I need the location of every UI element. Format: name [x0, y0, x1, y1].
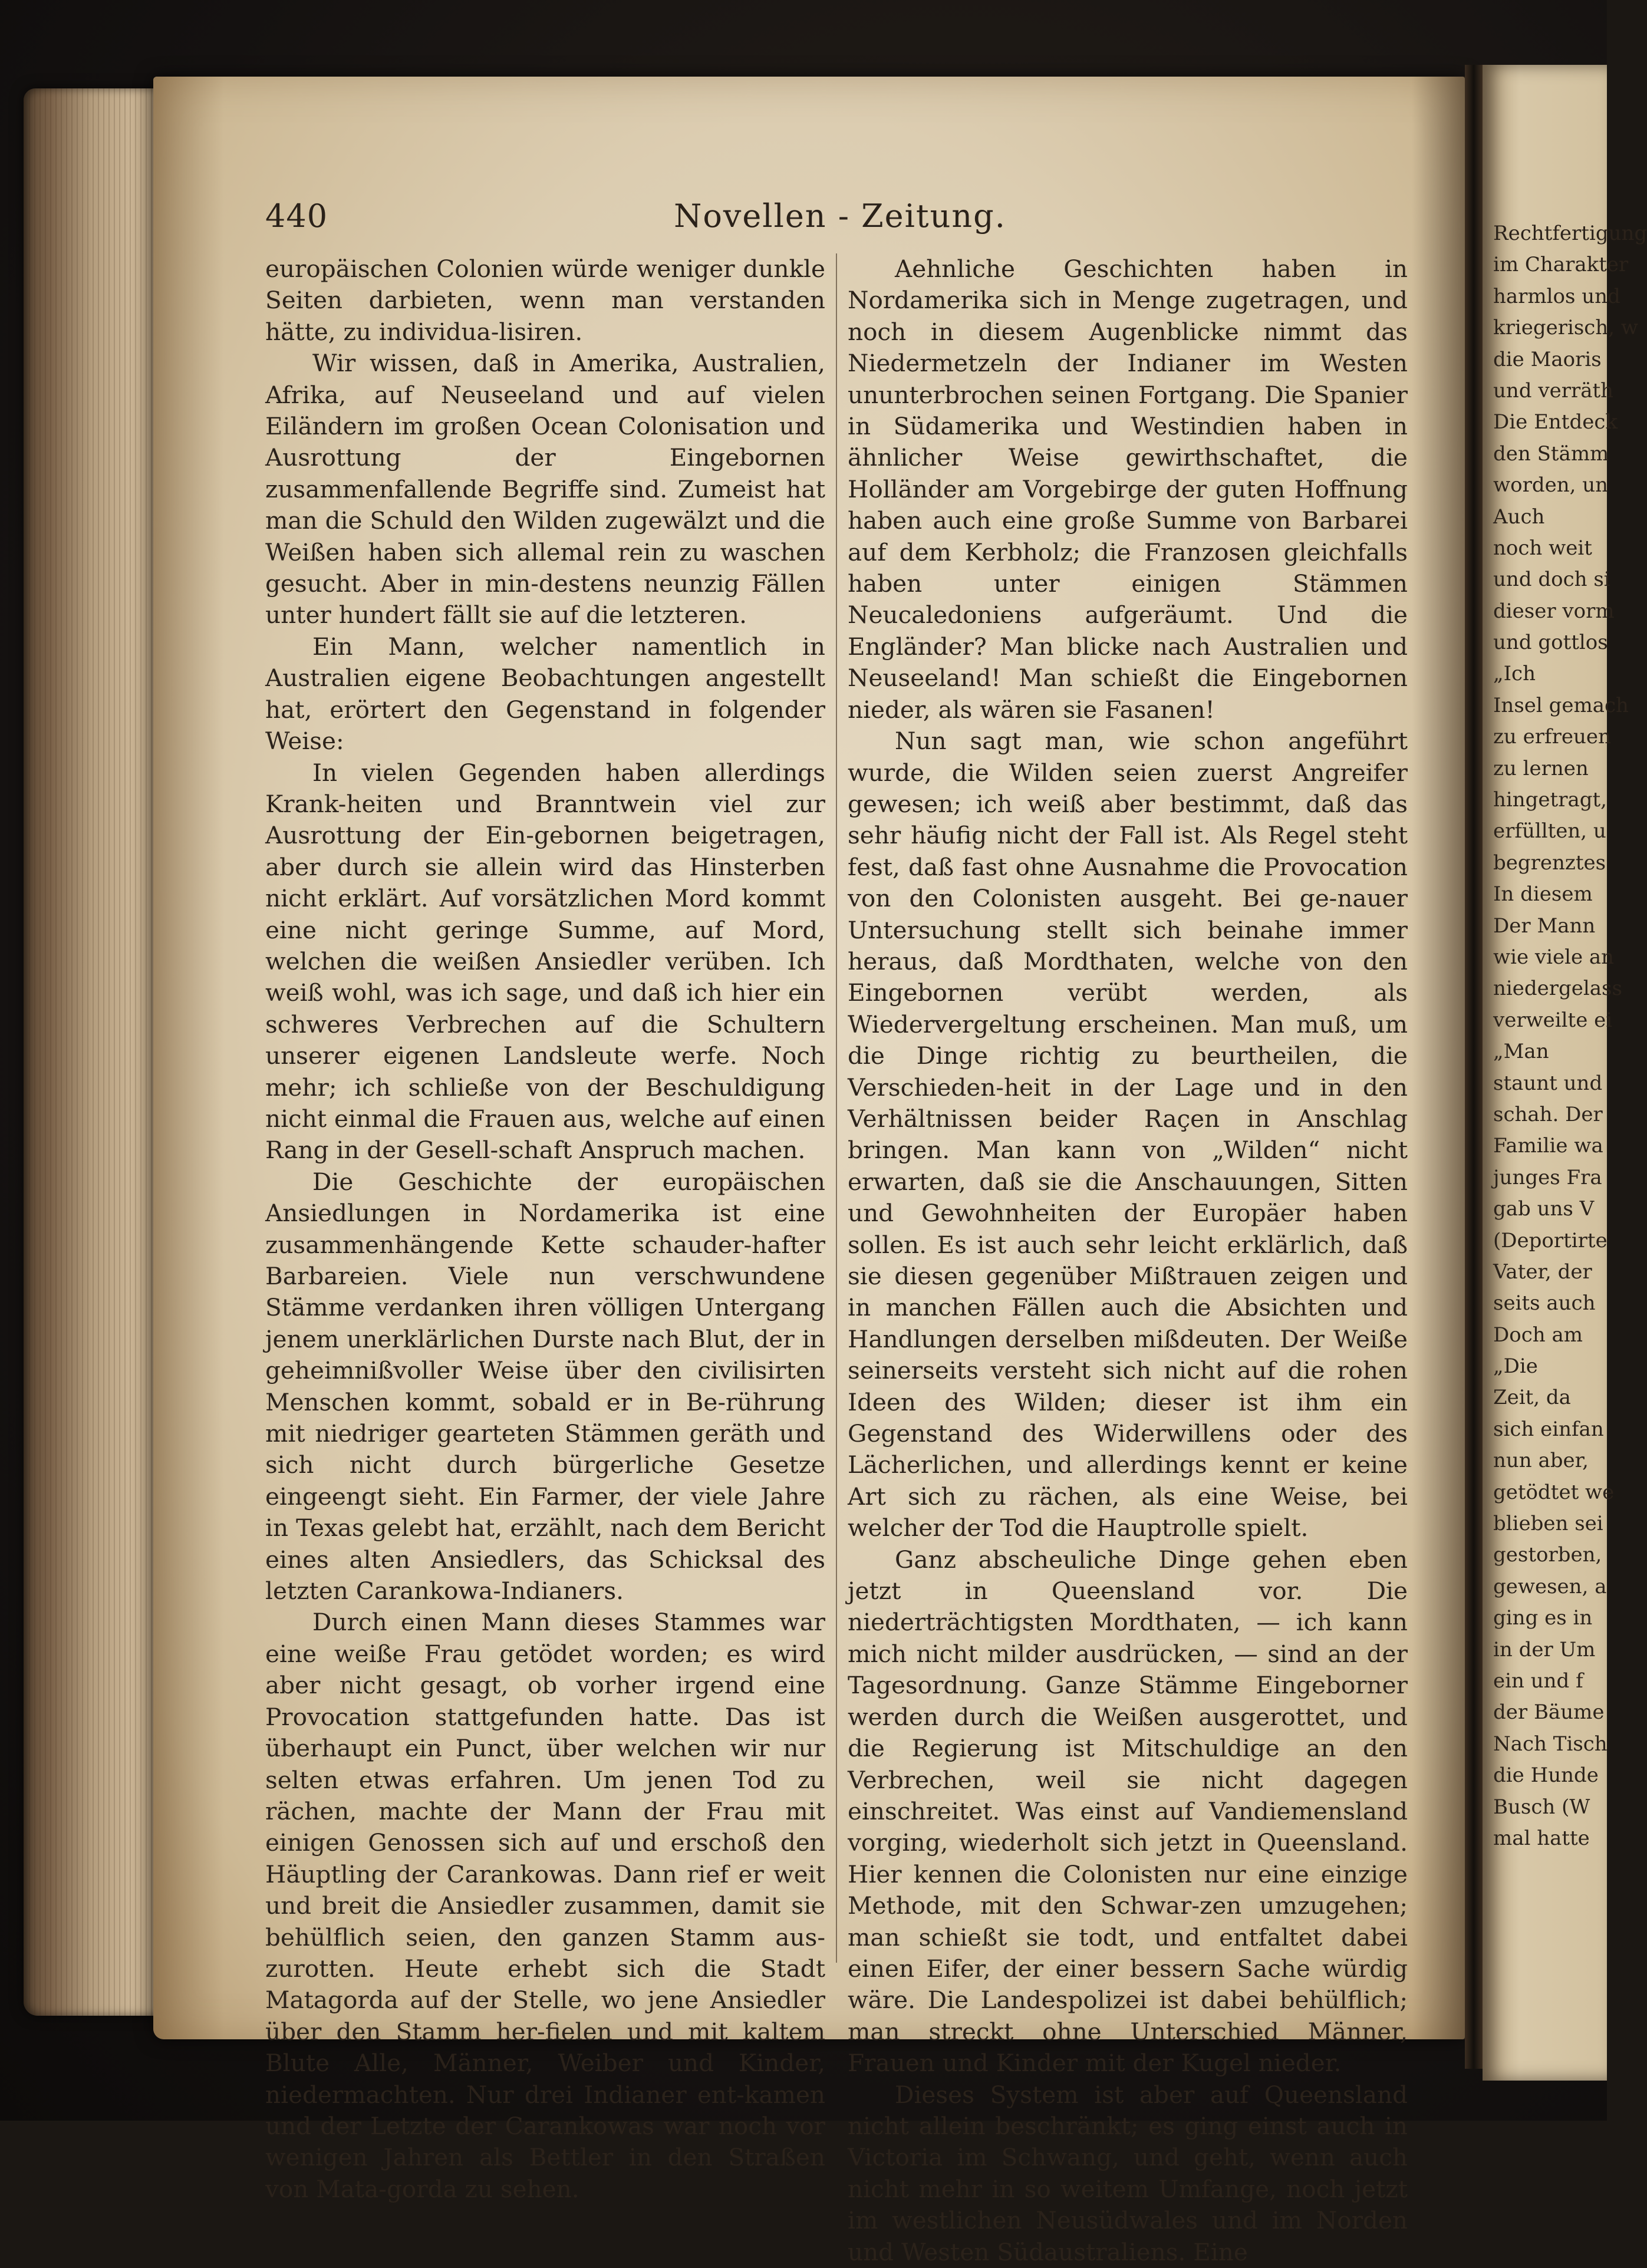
- next-page-line: „Man: [1493, 1040, 1549, 1064]
- running-head: [265, 186, 1415, 250]
- page-number: 440: [265, 197, 328, 235]
- next-page-line: nun aber,: [1493, 1449, 1589, 1473]
- next-page-line: Nach Tisch: [1493, 1732, 1608, 1756]
- book-gutter: [1465, 65, 1483, 2069]
- next-page-line: schah. Der: [1493, 1102, 1603, 1126]
- next-page-line: und doch si: [1493, 568, 1610, 592]
- next-page-line: verweilte ei: [1493, 1008, 1613, 1032]
- next-page-line: ging es in: [1493, 1606, 1593, 1630]
- next-page-line: In diesem: [1493, 882, 1593, 906]
- next-page-line: Zeit, da: [1493, 1386, 1571, 1410]
- next-page-line: zu lernen: [1493, 756, 1589, 780]
- right-column: [848, 253, 1408, 2268]
- next-page-line: und verräth: [1493, 378, 1614, 403]
- next-page-edge: [1483, 65, 1647, 2081]
- next-page-line: Auch: [1493, 505, 1545, 529]
- next-page-line: noch weit: [1493, 536, 1592, 560]
- paragraph: Ein Mann, welcher namentlich in Australien eigene Beobachtungen angestellt hat, erörtert den Gegenstand in folgender Weise:: [265, 632, 825, 756]
- next-page-line: blieben sei: [1493, 1512, 1603, 1536]
- next-page-line: der Bäume: [1493, 1700, 1605, 1725]
- paragraph: Die Geschichte der europäischen Ansiedlungen in Nordamerika ist eine zusammenhängende Kette schauder-hafter Barbareien. Viele nun verschwundene Stämme verdanken ihren völligen Untergang jenem unerklärlichen Durste nach Blut, der in geheimnißvoller Weise über den civilisirten Menschen kommt, sobald er in Be-rührung mit niedriger gearteten Stämmen geräth und sich nicht durch bürgerliche Gesetze eingeengt sieht. Ein Farmer, der viele Jahre in Texas gelebt hat, erzählt, nach dem Bericht eines alten Ansiedlers, das Schicksal des letzten Carankowa-Indianers.: [265, 1167, 825, 1606]
- next-page-line: Familie wa: [1493, 1134, 1603, 1158]
- next-page-line: Doch am: [1493, 1323, 1583, 1347]
- next-page-line: kriegerisch, w: [1493, 316, 1638, 340]
- next-page-line: mal hatte: [1493, 1826, 1590, 1850]
- next-page-line: „Die: [1493, 1354, 1538, 1379]
- next-page-line: Die Entdeck: [1493, 410, 1618, 434]
- next-page-line: erfüllten, u: [1493, 819, 1606, 843]
- next-page-line: hingetragt,: [1493, 788, 1607, 812]
- next-page-line: in der Um: [1493, 1637, 1596, 1662]
- column-divider: [836, 253, 837, 1963]
- paragraph: Nun sagt man, wie schon angeführt wurde, die Wilden seien zuerst Angreifer gewesen; ich weiß aber bestimmt, daß das sehr häufig nicht der Fall ist. Als Regel steht fest, daß fast ohne Ausnahme die Provocation von den Colonisten ausgeht. Bei ge-nauer Untersuchung stellt sich beinahe immer heraus, daß Mordthaten, welche von den Eingebornen verübt werden, als Wiedervergeltung erscheinen. Man muß, um die Dinge richtig zu beurtheilen, die Verschieden-heit in der Lage und in den Verhältnissen beider Raçen in Anschlag bringen. Man kann von „Wilden“ nicht erwarten, daß sie die Anschauungen, Sitten und Gewohnheiten der Europäer haben sollen. Es ist auch sehr leicht erklärlich, daß sie diesen gegenüber Mißtrauen zeigen und in manchen Fällen auch die Absichten und Handlungen derselben mißdeuten. Der Weiße seinerseits versteht sich nicht auf die rohen Ideen des Wilden; dieser ist ihm ein Gegenstand des Widerwillens oder des Lächerlichen, und allerdings kennt er keine Art sich zu rächen, als eine Weise, bei welcher der Tod die Hauptrolle spielt.: [848, 727, 1408, 1542]
- next-page-line: ein und f: [1493, 1669, 1583, 1693]
- paragraph: In vielen Gegenden haben allerdings Krank-heiten und Branntwein viel zur Ausrottung der Ein-gebornen beigetragen, aber durch sie allein wird das Hinsterben nicht erklärt. Auf vorsätzlichen Mord kommt eine nicht geringe Summe, auf Mord, welchen die weißen Ansiedler verüben. Ich weiß wohl, was ich sage, und daß ich hier ein schweres Verbrechen auf die Schultern unserer eigenen Landsleute werfe. Noch mehr; ich schließe von der Beschuldigung nicht einmal die Frauen aus, welche auf einen Rang in der Gesell-schaft Anspruch machen.: [265, 758, 825, 1165]
- paragraph: Ganz abscheuliche Dinge gehen eben jetzt in Queensland vor. Die niederträchtigsten Mordthaten, — ich kann mich nicht milder ausdrücken, — sind an der Tagesordnung. Ganze Stämme Eingeborner werden durch die Weißen ausgerottet, und die Regierung ist Mitschuldige an den Verbrechen, weil sie nicht dagegen einschreitet. Was einst auf Vandiemensland vorging, wiederholt sich jetzt in Queensland. Hier kennen die Colonisten nur eine einzige Methode, mit den Schwar-zen umzugehen; man schießt sie todt, und entfaltet dabei einen Eifer, der einer bessern Sache würdig wäre. Die Landespolizei ist dabei behülflich; man streckt ohne Unterschied Männer, Frauen und Kinder mit der Kugel nieder.: [848, 1545, 1408, 2078]
- next-page-line: Vater, der: [1493, 1260, 1592, 1284]
- left-column: [265, 253, 825, 2205]
- next-page-text-fragments: [1493, 218, 1646, 1854]
- paragraph: Durch einen Mann dieses Stammes war eine weiße Frau getödet worden; es wird aber nicht gesagt, ob vorher irgend eine Provocation stattgefunden hatte. Das ist überhaupt ein Punct, über welchen wir nur selten etwas erfahren. Um jenen Tod zu rächen, machte der Mann der Frau mit einigen Genossen sich auf und erschoß den Häuptling der Carankowas. Dann rief er weit und breit die Ansiedler zusammen, damit sie behülflich seien, den ganzen Stamm aus-zurotten. Heute erhebt sich die Stadt Matagorda auf der Stelle, wo jene Ansiedler über den Stamm her-fielen und mit kaltem Blute Alle, Männer, Weiber und Kinder, niedermachten. Nur drei Indianer ent-kamen und der Letzte der Carankowas war noch vor wenigen Jahren als Bettler in den Straßen von Mata-gorda zu sehen.: [265, 1608, 825, 2203]
- next-page-line: Insel gemach: [1493, 693, 1629, 717]
- next-page-line: zu erfreuen: [1493, 725, 1611, 749]
- next-page-line: dieser vorm: [1493, 599, 1615, 623]
- journal-title: Novellen - Zeitung.: [674, 197, 1006, 235]
- next-page-line: Busch (W: [1493, 1795, 1590, 1819]
- paragraph: Wir wissen, daß in Amerika, Australien, Afrika, auf Neuseeland und auf vielen Eiländern im großen Ocean Colonisation und Ausrottung der Eingebornen zusammenfallende Begriffe sind. Zumeist hat man die Schuld den Wilden zugewälzt und die Weißen haben sich allemal rein zu waschen gesucht. Aber in min-destens neunzig Fällen unter hundert fällt sie auf die letzteren.: [265, 349, 825, 629]
- next-page-line: den Stämm: [1493, 441, 1609, 466]
- next-page-line: und gottlos: [1493, 631, 1608, 655]
- next-page-line: harmlos und: [1493, 284, 1620, 308]
- next-page-line: niedergelass: [1493, 977, 1622, 1001]
- next-page-line: junges Fra: [1493, 1165, 1602, 1189]
- next-page-line: getödtet we: [1493, 1480, 1615, 1504]
- next-page-line: die Hunde: [1493, 1763, 1599, 1788]
- next-page-line: staunt und: [1493, 1071, 1603, 1095]
- next-page-line: wie viele an: [1493, 945, 1615, 969]
- next-page-line: die Maoris: [1493, 347, 1602, 371]
- next-page-line: gestorben,: [1493, 1543, 1602, 1567]
- paragraph: Dieses System ist aber auf Queensland nicht allein beschränkt; es ging einst auch in Victoria im Schwang, und geht, wenn auch nicht mehr in so weitem Umfange, noch jetzt im westlichen Neusüdwales und im Norden und Westen Südaustraliens. Eine: [848, 2080, 1408, 2266]
- next-page-line: im Charakter: [1493, 253, 1629, 277]
- next-page-line: seits auch: [1493, 1291, 1596, 1316]
- next-page-line: gab uns V: [1493, 1197, 1595, 1221]
- next-page-line: gewesen, a: [1493, 1574, 1607, 1598]
- next-page-line: (Deportirte: [1493, 1228, 1608, 1252]
- next-page-line: „Ich: [1493, 662, 1536, 686]
- next-page-line: sich einfan: [1493, 1417, 1604, 1441]
- paragraph: Aehnliche Geschichten haben in Nordamerika sich in Menge zugetragen, und noch in diesem Augenblicke nimmt das Niedermetzeln der Indianer im Westen ununterbrochen seinen Fortgang. Die Spanier in Südamerika und Westindien haben in ähnlicher Weise gewirthschaftet, die Holländer am Vorgebirge der guten Hoffnung haben auch eine große Summe von Barbarei auf dem Kerbholz; die Franzosen gleichfalls haben unter einigen Stämmen Neucaledoniens aufgeräumt. Und die Engländer? Man blicke nach Australien und Neuseeland! Man schießt die Eingebornen nieder, als wären sie Fasanen!: [848, 255, 1408, 724]
- next-page-line: Der Mann: [1493, 914, 1596, 938]
- next-page-line: Rechtfertigung: [1493, 222, 1647, 245]
- paragraph: europäischen Colonien würde weniger dunkle Seiten darbieten, wenn man verstanden hätte, zu individua-lisiren.: [265, 255, 825, 346]
- next-page-line: worden, un: [1493, 473, 1609, 497]
- left-page: [153, 77, 1465, 2266]
- next-page-line: begrenztes: [1493, 850, 1606, 875]
